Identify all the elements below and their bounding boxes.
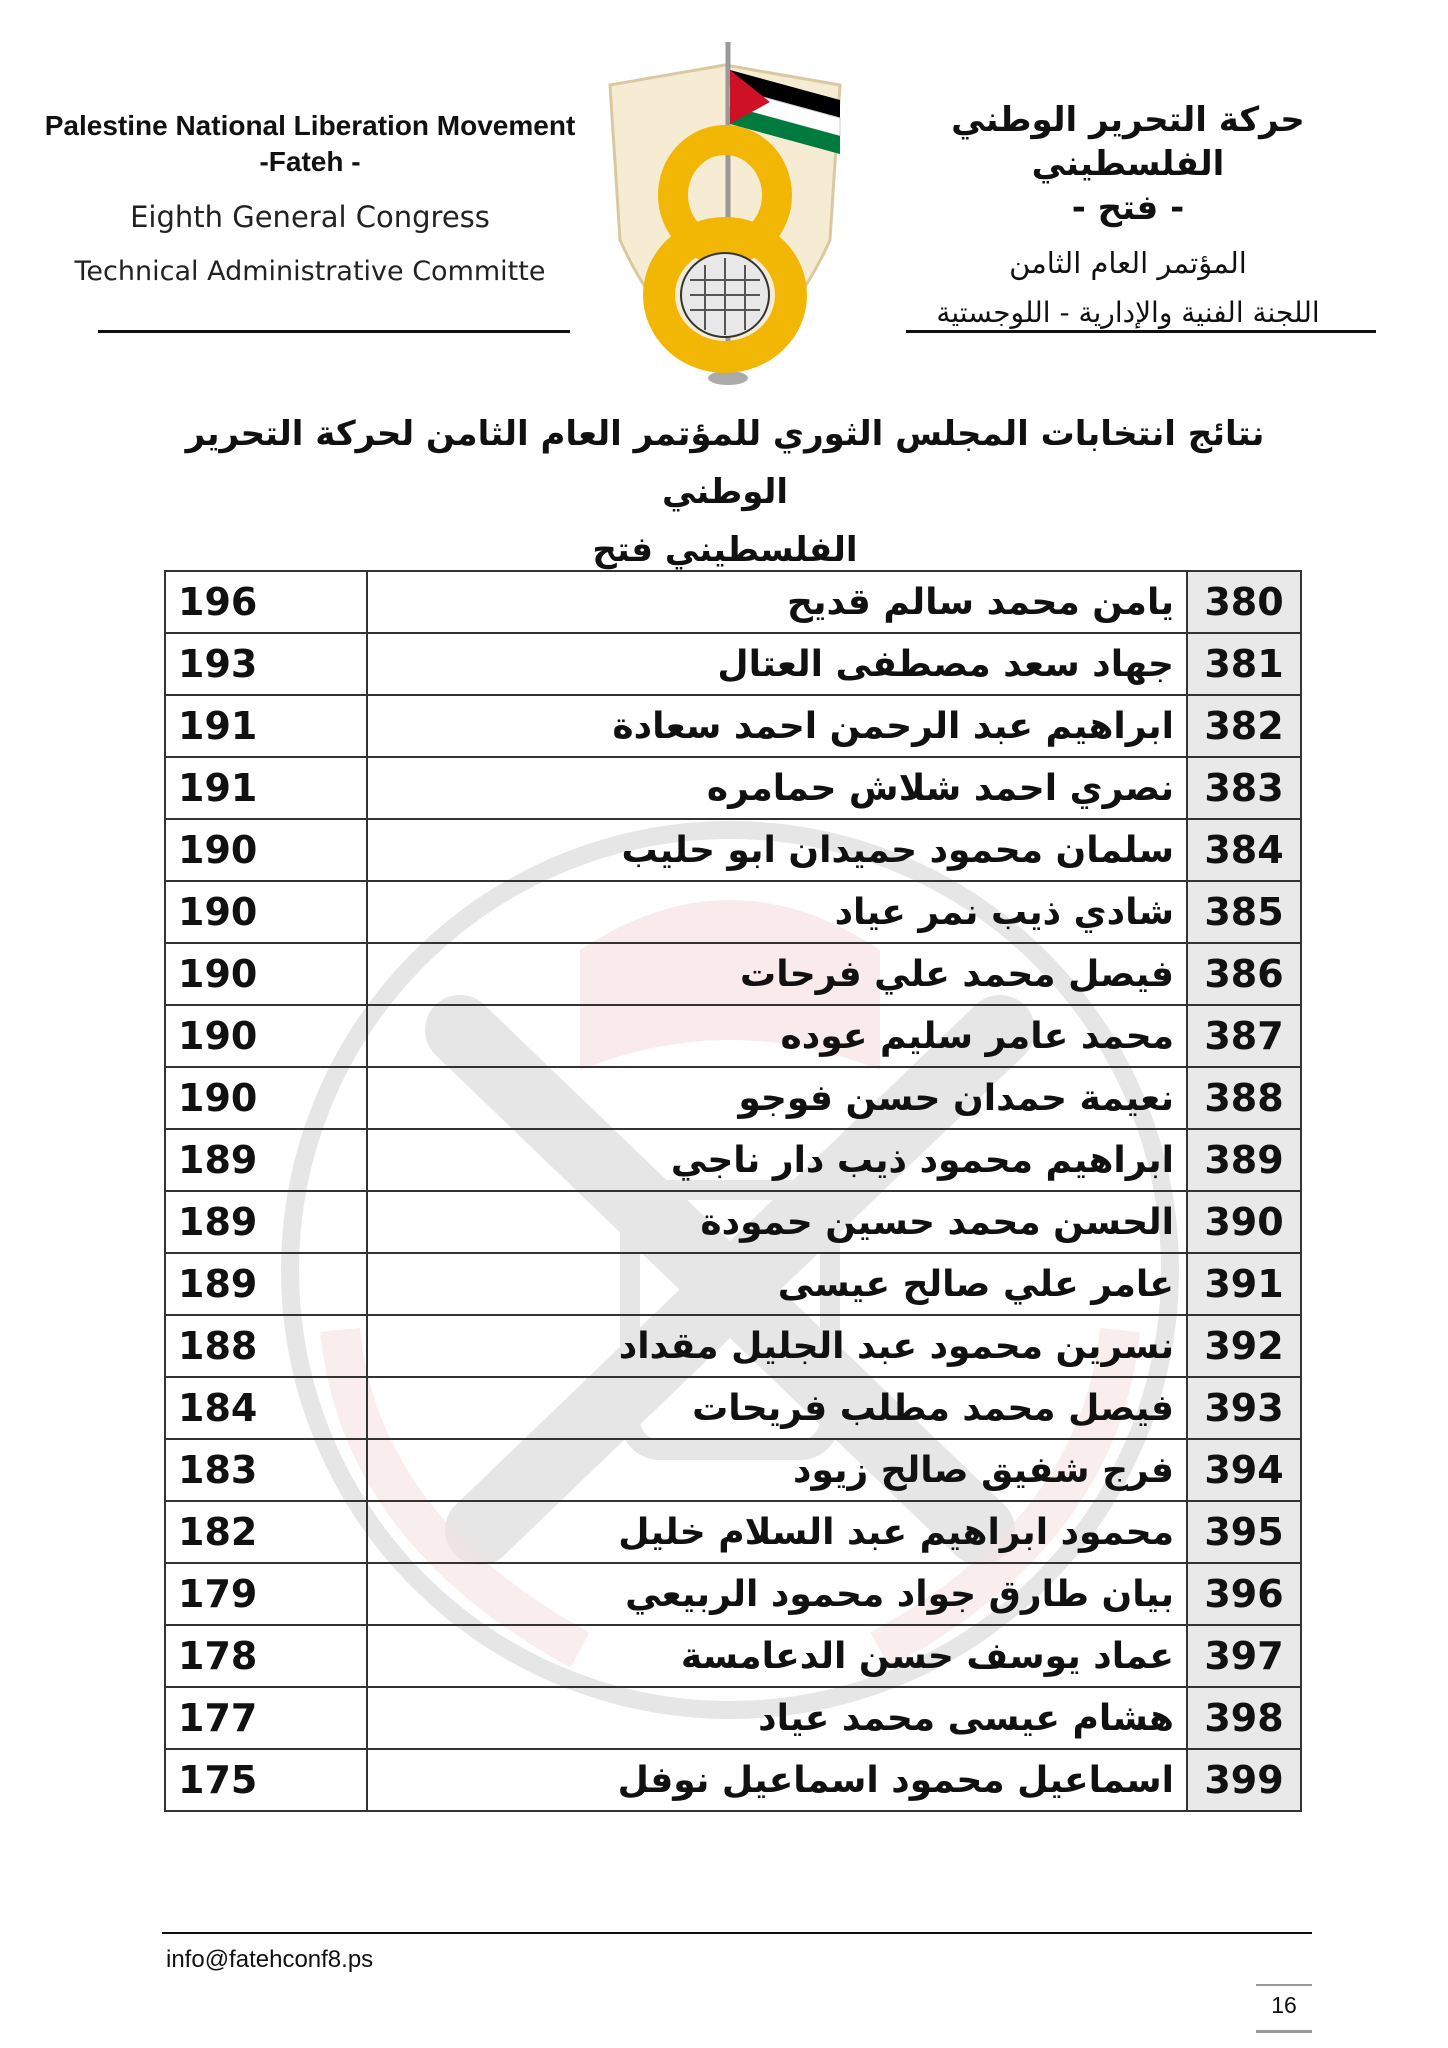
table-row: [165, 633, 1301, 695]
candidate-votes: 182: [165, 1501, 367, 1563]
table-row: [165, 881, 1301, 943]
candidate-votes: 190: [165, 1067, 367, 1129]
candidate-name: يامن محمد سالم قديح: [367, 571, 1187, 633]
candidate-votes: 188: [165, 1315, 367, 1377]
org-name-en-sub: -Fateh -: [259, 146, 361, 177]
candidate-number: 380: [1187, 571, 1301, 633]
candidate-votes: 179: [165, 1563, 367, 1625]
candidate-votes: 193: [165, 633, 367, 695]
candidate-name: شادي ذيب نمر عياد: [367, 881, 1187, 943]
candidate-name: فيصل محمد مطلب فريحات: [367, 1377, 1187, 1439]
candidate-number: 399: [1187, 1749, 1301, 1811]
candidate-name: فرج شفيق صالح زيود: [367, 1439, 1187, 1501]
table-row: [165, 1439, 1301, 1501]
candidate-number: 381: [1187, 633, 1301, 695]
candidate-name: عامر علي صالح عيسى: [367, 1253, 1187, 1315]
candidate-name: نصري احمد شلاش حمامره: [367, 757, 1187, 819]
congress-name-en: Eighth General Congress: [130, 200, 490, 234]
org-name-en: Palestine National Liberation Movement: [44, 110, 576, 141]
table-row: [165, 819, 1301, 881]
page-number: 16: [1256, 1984, 1312, 2019]
candidate-name: سلمان محمود حميدان ابو حليب: [367, 819, 1187, 881]
table-row: [165, 695, 1301, 757]
table-row: [165, 1253, 1301, 1315]
table-row: [165, 1377, 1301, 1439]
page-number-underline: [1256, 2030, 1312, 2033]
candidate-name: فيصل محمد علي فرحات: [367, 943, 1187, 1005]
table-row: [165, 943, 1301, 1005]
candidate-number: 396: [1187, 1563, 1301, 1625]
candidate-number: 390: [1187, 1191, 1301, 1253]
candidate-name: الحسن محمد حسين حمودة: [367, 1191, 1187, 1253]
committee-name-en: Technical Administrative Committe: [74, 256, 546, 287]
congress-name-ar: المؤتمر العام الثامن: [1009, 246, 1247, 280]
candidate-votes: 178: [165, 1625, 367, 1687]
candidate-votes: 184: [165, 1377, 367, 1439]
candidate-votes: 191: [165, 757, 367, 819]
candidate-name: بيان طارق جواد محمود الربيعي: [367, 1563, 1187, 1625]
candidate-name: عماد يوسف حسن الدعامسة: [367, 1625, 1187, 1687]
candidate-number: 386: [1187, 943, 1301, 1005]
eighth-congress-8-logo-icon: [590, 30, 860, 390]
candidate-number: 391: [1187, 1253, 1301, 1315]
org-name-ar: حركة التحرير الوطني الفلسطيني: [951, 100, 1305, 184]
committee-name-ar: اللجنة الفنية والإدارية - اللوجستية: [936, 296, 1320, 329]
candidate-name: ابراهيم محمود ذيب دار ناجي: [367, 1129, 1187, 1191]
table-row: [165, 1625, 1301, 1687]
candidate-name: جهاد سعد مصطفى العتال: [367, 633, 1187, 695]
candidate-name: هشام عيسى محمد عياد: [367, 1687, 1187, 1749]
candidate-votes: 190: [165, 881, 367, 943]
table-row: [165, 1687, 1301, 1749]
table-row: [165, 1129, 1301, 1191]
table-row: [165, 1005, 1301, 1067]
candidate-votes: 190: [165, 819, 367, 881]
table-row: [165, 1315, 1301, 1377]
candidate-name: نعيمة حمدان حسن فوجو: [367, 1067, 1187, 1129]
candidate-number: 385: [1187, 881, 1301, 943]
candidate-number: 383: [1187, 757, 1301, 819]
org-name-ar-sub: - فتح -: [1071, 188, 1185, 228]
candidate-number: 382: [1187, 695, 1301, 757]
table-row: [165, 757, 1301, 819]
table-row: [165, 571, 1301, 633]
table-row: [165, 1501, 1301, 1563]
candidate-name: محمود ابراهيم عبد السلام خليل: [367, 1501, 1187, 1563]
candidate-votes: 183: [165, 1439, 367, 1501]
candidate-name: نسرين محمود عبد الجليل مقداد: [367, 1315, 1187, 1377]
candidate-number: 384: [1187, 819, 1301, 881]
table-row: [165, 1749, 1301, 1811]
candidate-name: اسماعيل محمود اسماعيل نوفل: [367, 1749, 1187, 1811]
candidate-votes: 189: [165, 1253, 367, 1315]
header-english: [40, 108, 580, 287]
document-title-line1: نتائج انتخابات المجلس الثوري للمؤتمر العام الثامن لحركة التحرير الوطني: [185, 414, 1265, 512]
results-table-body: [165, 571, 1301, 1811]
candidate-name: محمد عامر سليم عوده: [367, 1005, 1187, 1067]
candidate-number: 395: [1187, 1501, 1301, 1563]
header-rule-left: [98, 330, 570, 333]
candidate-votes: 189: [165, 1129, 367, 1191]
candidate-number: 389: [1187, 1129, 1301, 1191]
table-row: [165, 1067, 1301, 1129]
candidate-number: 394: [1187, 1439, 1301, 1501]
candidate-number: 392: [1187, 1315, 1301, 1377]
candidate-number: 397: [1187, 1625, 1301, 1687]
candidate-votes: 177: [165, 1687, 367, 1749]
candidate-votes: 175: [165, 1749, 367, 1811]
footer-rule: [162, 1932, 1312, 1934]
results-table: [164, 570, 1302, 1812]
candidate-votes: 196: [165, 571, 367, 633]
candidate-votes: 189: [165, 1191, 367, 1253]
candidate-votes: 191: [165, 695, 367, 757]
footer-email: info@fatehconf8.ps: [166, 1946, 374, 1973]
header-arabic: [868, 98, 1388, 329]
document-title: [150, 405, 1300, 579]
table-row: [165, 1563, 1301, 1625]
candidate-number: 393: [1187, 1377, 1301, 1439]
candidate-number: 388: [1187, 1067, 1301, 1129]
table-row: [165, 1191, 1301, 1253]
candidate-name: ابراهيم عبد الرحمن احمد سعادة: [367, 695, 1187, 757]
candidate-votes: 190: [165, 1005, 367, 1067]
candidate-votes: 190: [165, 943, 367, 1005]
candidate-number: 398: [1187, 1687, 1301, 1749]
candidate-number: 387: [1187, 1005, 1301, 1067]
header-rule-right: [906, 330, 1376, 333]
document-title-line2: الفلسطيني فتح: [592, 530, 858, 570]
